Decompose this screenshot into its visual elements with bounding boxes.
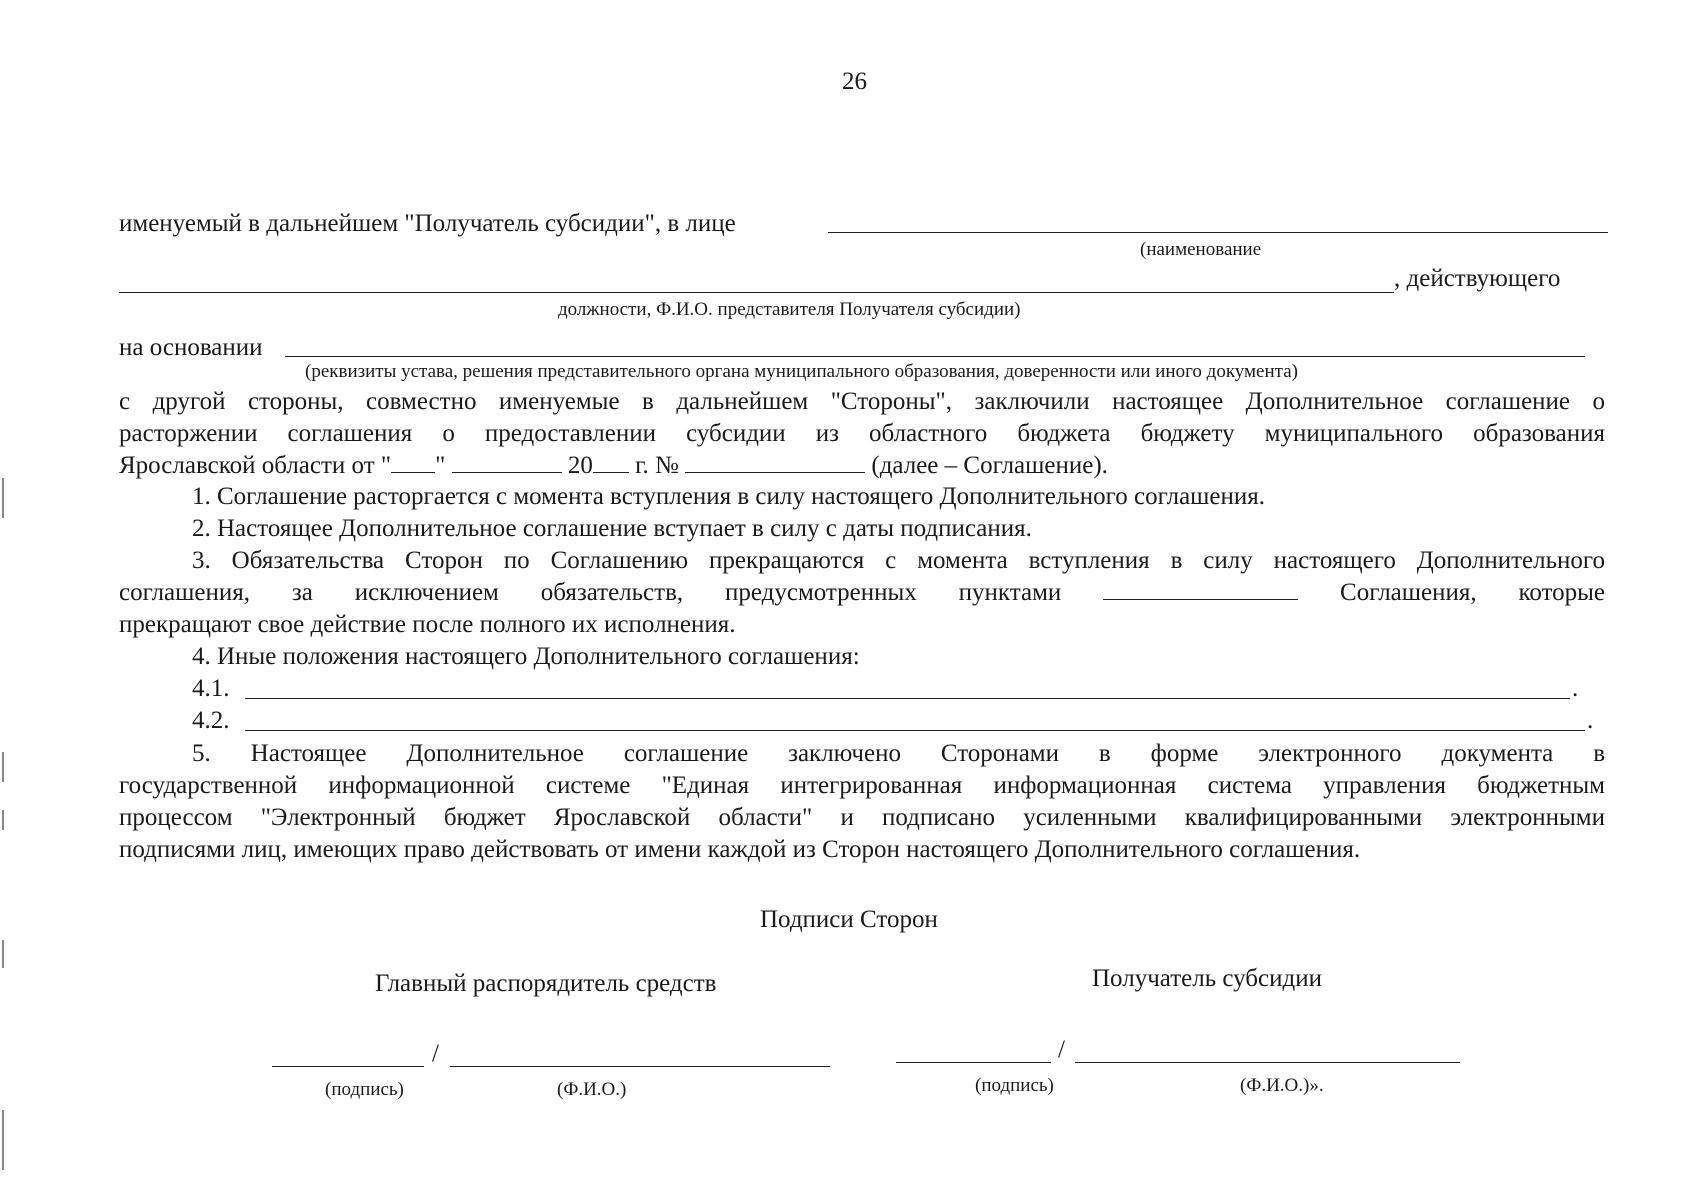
left-signature-blank xyxy=(272,1066,424,1067)
signatures-heading: Подписи Сторон xyxy=(760,906,938,933)
number-blank xyxy=(685,450,865,473)
acting-suffix: , действующего xyxy=(1394,265,1561,292)
item-4: 4. Иные положения настоящего Дополнительного соглашения: xyxy=(192,643,860,670)
item-5-line-3: процессом "Электронный бюджет Ярославской области" и подписано усиленными квалифицированными электронными xyxy=(119,804,1605,831)
intro-line-1: именуемый в дальнейшем "Получатель субсидии", в лице xyxy=(119,210,736,237)
item-5-line-2: государственной информационной системе "Единая интегрированная информационная система управления бюджетным xyxy=(119,772,1605,799)
item-4-1-blank xyxy=(245,698,1570,699)
scan-artifact xyxy=(2,810,4,830)
left-name-caption: (Ф.И.О.) xyxy=(557,1079,627,1100)
item-3-line2-b: Соглашения, которые xyxy=(1340,579,1606,606)
preamble-line-2: расторжении соглашения о предоставлении субсидии из областного бюджета бюджету муниципального образования xyxy=(119,420,1605,447)
preamble-line3-e: (далее – Соглашение). xyxy=(871,452,1108,479)
item-3-line-1: 3. Обязательства Сторон по Соглашению прекращаются с момента вступления в силу настоящего Дополнительного xyxy=(192,547,1605,574)
right-name-caption: (Ф.И.О.)». xyxy=(1240,1075,1324,1096)
item-4-1-period: . xyxy=(1572,675,1579,702)
on-basis-label: на основании xyxy=(119,334,263,361)
preamble-line3-c: 20 xyxy=(567,452,593,479)
item-5-line-1: 5. Настоящее Дополнительное соглашение заключено Сторонами в форме электронного документа в xyxy=(192,740,1605,767)
item-3-line-2 xyxy=(119,577,1605,609)
representative-name-blank xyxy=(828,232,1608,233)
item-5-line-4: подписями лиц, имеющих право действовать от имени каждой из Сторон настоящего Дополнительного соглашения. xyxy=(119,836,1361,863)
right-name-blank xyxy=(1075,1062,1460,1063)
clauses-blank xyxy=(1103,577,1298,600)
right-party-title: Получатель субсидии xyxy=(1092,965,1322,992)
item-3-line2-a: соглашения, за исключением обязательств, предусмотренных пунктами xyxy=(119,579,1062,606)
scan-artifact xyxy=(2,1110,4,1170)
item-4-1-label: 4.1. xyxy=(192,675,230,702)
preamble-line3-b: " xyxy=(435,452,446,479)
caption-basis: (реквизиты устава, решения представительного органа муниципального образования, доверенности или иного документа) xyxy=(305,361,1298,382)
left-slash: / xyxy=(432,1040,439,1067)
item-1: 1. Соглашение расторгается с момента вступления в силу настоящего Дополнительного соглашения. xyxy=(192,483,1266,510)
right-slash: / xyxy=(1058,1036,1065,1063)
preamble-line-3 xyxy=(119,450,1108,482)
right-signature-blank xyxy=(896,1062,1051,1063)
page-number: 26 xyxy=(842,68,867,95)
right-sign-caption: (подпись) xyxy=(975,1075,1054,1096)
preamble-line3-a: Ярославской области от " xyxy=(119,452,392,479)
day-blank xyxy=(391,450,435,473)
caption-position: должности, Ф.И.О. представителя Получателя субсидии) xyxy=(558,299,1021,320)
basis-blank xyxy=(285,356,1585,357)
preamble-line-1: с другой стороны, совместно именуемые в дальнейшем "Стороны", заключили настоящее Дополнительное соглашение о xyxy=(119,388,1605,415)
left-sign-caption: (подпись) xyxy=(325,1079,404,1100)
scan-artifact xyxy=(2,478,4,518)
scan-artifact xyxy=(2,940,4,968)
month-blank xyxy=(452,450,562,473)
item-4-2-period: . xyxy=(1587,707,1594,734)
year-blank xyxy=(593,450,629,473)
item-4-2-label: 4.2. xyxy=(192,707,230,734)
item-4-2-blank xyxy=(245,730,1585,731)
preamble-line3-d: г. № xyxy=(635,452,679,479)
left-party-title: Главный распорядитель средств xyxy=(375,970,717,997)
caption-name-start: (наименование xyxy=(1140,239,1262,260)
item-2: 2. Настоящее Дополнительное соглашение вступает в силу с даты подписания. xyxy=(192,515,1032,542)
scan-artifact xyxy=(2,752,4,782)
left-name-blank xyxy=(450,1066,830,1067)
position-blank xyxy=(119,292,1394,293)
item-3-line-3: прекращают свое действие после полного их исполнения. xyxy=(119,611,736,638)
